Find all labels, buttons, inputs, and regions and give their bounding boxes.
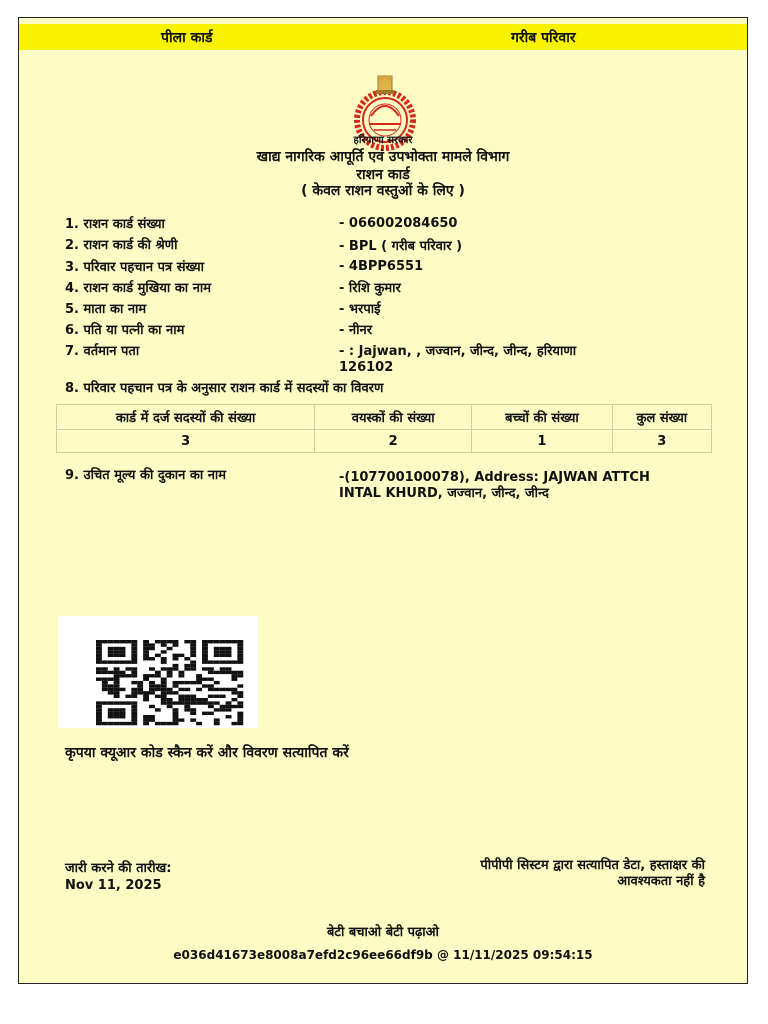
field-value-4: - रिशि कुमार xyxy=(339,281,401,296)
header-adults: वयस्कों की संख्या xyxy=(315,405,472,430)
field-label-4: 4. राशन कार्ड मुखिया का नाम xyxy=(65,281,212,296)
field-value-7-pincode: 126102 xyxy=(339,360,394,375)
verification-hash: e036d41673e8008a7efd2c96ee66df9b @ 11/11/2025 09:54:15 xyxy=(173,948,593,962)
issue-date: Nov 11, 2025 xyxy=(65,878,162,893)
card-usage-note: ( केवल राशन वस्तुओं के लिए ) xyxy=(301,183,465,199)
government-name: हरियाणा सरकार xyxy=(353,135,413,146)
field-label-3: 3. परिवार पहचान पत्र संख्या xyxy=(65,260,205,275)
header-card-members: कार्ड में दर्ज सदस्यों की संख्या xyxy=(57,405,315,430)
table-header-row xyxy=(57,405,712,430)
verification-line-1: पीपीपी सिस्टम द्वारा सत्यापित डेटा, हस्ताक्षर की xyxy=(480,858,705,873)
shop-label: 9. उचित मूल्य की दुकान का नाम xyxy=(65,468,227,483)
slogan: बेटी बचाओ बेटी पढ़ाओ xyxy=(327,925,439,940)
verification-note xyxy=(289,858,705,890)
field-label-1: 1. राशन कार्ड संख्या xyxy=(65,217,165,232)
field-value-3: - 4BPP6551 xyxy=(339,259,424,274)
verification-line-2: आवश्यकता नहीं है xyxy=(617,874,705,889)
table-row xyxy=(57,430,712,453)
header-total: कुल संख्या xyxy=(612,405,711,430)
header-children: बच्चों की संख्या xyxy=(472,405,612,430)
shop-value: -(107700100078), Address: JAJWAN ATTCH INTAL KHURD, जज्वान, जीन्द, जीन्द xyxy=(339,470,650,501)
issue-date-label: जारी करने की तारीख: xyxy=(65,861,172,876)
family-category: गरीब परिवार xyxy=(511,30,576,46)
cell-card-members: 3 xyxy=(57,430,315,453)
field-label-5: 5. माता का नाम xyxy=(65,302,147,317)
cell-children: 1 xyxy=(472,430,612,453)
ration-card xyxy=(18,17,748,984)
field-value-2: - BPL ( गरीब परिवार ) xyxy=(339,239,463,254)
field-value-1: - 066002084650 xyxy=(339,216,458,231)
field-label-7: 7. वर्तमान पता xyxy=(65,344,140,359)
field-label-2: 2. राशन कार्ड की श्रेणी xyxy=(65,238,178,253)
card-title: राशन कार्ड xyxy=(356,167,410,183)
field-value-6: - नीनर xyxy=(339,323,373,338)
qr-code-icon xyxy=(58,616,258,728)
department-name: खाद्य नागरिक आपूर्ति एवं उपभोक्ता मामले विभाग xyxy=(256,149,510,165)
card-header-bar xyxy=(19,24,747,50)
field-label-6: 6. पति या पत्नी का नाम xyxy=(65,323,185,338)
field-value-7: - : Jajwan, , जज्वान, जीन्द, जीन्द, हरियाणा xyxy=(339,344,577,359)
cell-total: 3 xyxy=(612,430,711,453)
qr-instruction: कृपया क्यूआर कोड स्कैन करें और विवरण सत्यापित करें xyxy=(65,745,349,761)
cell-adults: 2 xyxy=(315,430,472,453)
members-heading: 8. परिवार पहचान पत्र के अनुसार राशन कार्ड में सदस्यों का विवरण xyxy=(65,381,384,396)
field-value-5: - भरपाई xyxy=(339,302,381,317)
qr-code-box xyxy=(58,616,258,728)
members-table xyxy=(56,404,712,453)
card-type: पीला कार्ड xyxy=(161,30,213,46)
